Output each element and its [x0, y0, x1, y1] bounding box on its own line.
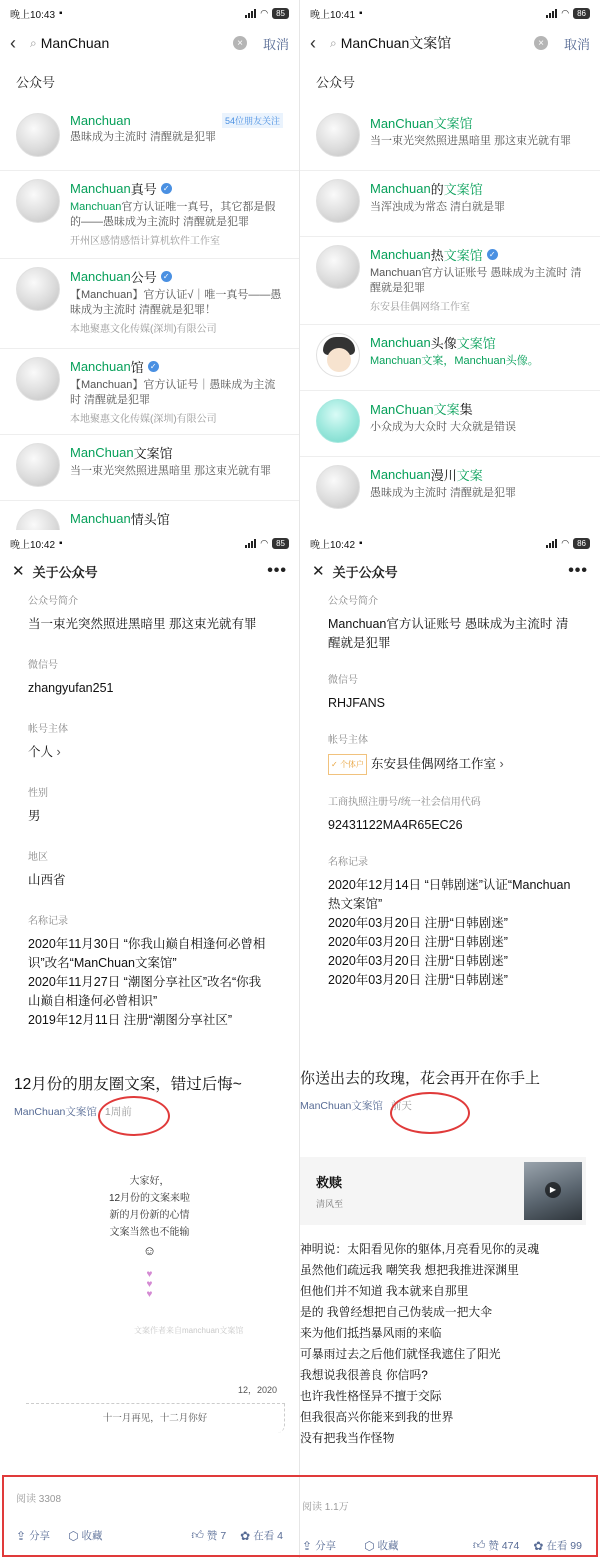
status-time: 晚上10:41 — [310, 9, 356, 21]
watching-button[interactable]: ✿ 在看 99 — [533, 1538, 582, 1553]
collect-button[interactable]: ⬡ 收藏 — [68, 1528, 103, 1543]
name-record: 2020年03月20日 注册“日韩剧迷” — [328, 916, 508, 930]
account-result[interactable] — [300, 105, 600, 171]
search-panel-left — [0, 0, 300, 530]
page-title: 关于公众号 — [332, 564, 398, 580]
share-icon: ⇪ — [16, 1528, 27, 1543]
intro-value: Manchuan官方认证账号 愚昧成为主流时 清醒就是犯罪 — [328, 617, 569, 650]
avatar — [316, 245, 360, 289]
account-org: 东安县佳偶网络工作室 — [370, 302, 470, 313]
account-result[interactable] — [300, 171, 600, 237]
poem-line: 但他们并不知道 我本就来自那里 — [300, 1284, 469, 1298]
chevron-right-icon: › — [499, 756, 504, 771]
music-title: 救赎 — [316, 1175, 343, 1190]
watching-button[interactable]: ✿ 在看 4 — [240, 1528, 283, 1543]
collect-button[interactable]: ⬡ 收藏 — [364, 1538, 399, 1553]
about-header — [0, 556, 299, 586]
account-name-highlight: Manchuan — [70, 511, 131, 526]
watching-icon: ✿ — [533, 1538, 544, 1553]
more-icon[interactable]: ••• — [568, 562, 588, 579]
avatar — [316, 179, 360, 223]
poem-line: 来为他们抵挡暴风雨的来临 — [300, 1326, 442, 1340]
highlight-box — [2, 1475, 598, 1557]
signal-icon — [245, 539, 256, 548]
account-org: 本地聚惠文化传媒(深圳)有限公司 — [70, 414, 217, 425]
cancel-button[interactable]: 取消 — [262, 36, 289, 52]
account-name-highlight: ManChuan文案馆 — [370, 116, 473, 131]
poem-line: 但我很高兴你能来到我的世界 — [300, 1410, 454, 1424]
account-desc: Manchuan官方认证账号 愚昧成为主流时 清醒就是犯罪 — [370, 267, 582, 294]
signal-icon — [245, 9, 256, 18]
owner-label: 帐号主体 — [28, 724, 68, 735]
wifi-icon: ◠ — [561, 537, 570, 548]
search-icon: ⌕ — [330, 35, 337, 50]
status-bar — [0, 0, 299, 26]
name-record: 2020年11月30日 “你我山巅自相逢何必曾相 — [28, 937, 266, 951]
account-desc: 愚昧成为主流时 清醒就是犯罪 — [370, 487, 517, 499]
verified-icon: ✓ — [161, 183, 172, 194]
avatar — [316, 465, 360, 509]
name-record: 山巅自相逢何必曾相识” — [28, 994, 158, 1008]
account-result[interactable] — [300, 325, 600, 391]
account-name-highlight: 文案馆 — [456, 336, 496, 351]
name-record: 2019年12月11日 注册“潮图分享社区” — [28, 1013, 232, 1027]
poster-date: 12，2020 — [237, 1385, 277, 1395]
account-desc: 【Manchuan】官方认证号｜愚昧成为主流时 清醒就是犯罪 — [70, 379, 276, 406]
avatar — [316, 113, 360, 157]
account-name-highlight: Manchuan — [370, 335, 431, 350]
name-record: 2020年12月14日 “日韩剧迷”认证“Manchuan — [328, 878, 571, 892]
article-account-link[interactable]: ManChuan文案馆 — [14, 1106, 97, 1118]
thumbs-up-icon: 👍︎ — [472, 1538, 486, 1552]
avatar — [16, 113, 60, 157]
region-label: 地区 — [28, 852, 48, 863]
message-icon: ▪ — [59, 7, 63, 19]
wechat-value: RHJFANS — [328, 696, 385, 710]
avatar — [16, 357, 60, 401]
watermark: 文案作者来自manchuan文案馆 — [134, 1326, 244, 1335]
account-name-rest: 集 — [459, 402, 473, 417]
page-title: 关于公众号 — [32, 564, 98, 580]
status-bar — [300, 0, 600, 26]
account-result[interactable] — [0, 105, 299, 171]
thumbs-up-icon: 👍︎ — [191, 1528, 204, 1542]
account-desc: 小众成为大众时 大众就是错误 — [370, 421, 517, 433]
account-desc-highlight: Manchuan — [70, 201, 122, 213]
search-input[interactable] — [330, 33, 528, 53]
search-input[interactable] — [30, 35, 227, 51]
watching-icon: ✿ — [240, 1528, 251, 1543]
account-result[interactable] — [0, 171, 299, 259]
account-desc: 愚昧成为主流时 清醒就是犯罪 — [70, 131, 217, 143]
collect-icon: ⬡ — [68, 1528, 79, 1543]
article-title: 12月份的朋友圈文案，错过后悔~ — [14, 1076, 242, 1093]
account-name: Manchuan — [70, 113, 131, 128]
search-bar — [300, 26, 600, 60]
account-result[interactable] — [300, 237, 600, 325]
highlight-circle — [98, 1096, 170, 1136]
poster-line: 新的月份新的心情 — [109, 1210, 190, 1221]
account-name-highlight: 文案馆 — [443, 248, 483, 263]
status-time: 晚上10:42 — [310, 539, 356, 551]
account-name-rest: 情头馆 — [130, 512, 170, 527]
about-panel-right — [300, 530, 600, 1060]
verified-icon: ✓ — [161, 271, 172, 282]
avatar — [316, 333, 360, 377]
owner-value: 个人 — [28, 745, 54, 759]
section-title: 公众号 — [16, 75, 56, 90]
account-name-rest: 漫川 — [430, 468, 457, 483]
more-icon[interactable]: ••• — [267, 562, 287, 579]
account-name-highlight: Manchuan — [370, 181, 431, 196]
collect-icon: ⬡ — [364, 1538, 375, 1553]
avatar — [16, 267, 60, 311]
wifi-icon: ◠ — [260, 537, 269, 548]
account-name-highlight: 文案 — [456, 468, 483, 483]
read-count: 阅读 3308 — [16, 1494, 62, 1505]
highlight-circle — [390, 1092, 470, 1134]
friends-badge: 54位朋友关注 — [222, 113, 283, 128]
message-icon: ▪ — [359, 7, 363, 19]
account-name-highlight: Manchuan — [70, 359, 131, 374]
license-value: 92431122MA4R65EC26 — [328, 818, 463, 832]
poem-line: 神明说：太阳看见你的躯体,月亮看见你的灵魂 — [300, 1242, 540, 1256]
account-desc: 当浑浊成为常态 清白就是罪 — [370, 201, 506, 213]
status-time: 晚上10:42 — [10, 539, 56, 551]
name-record: 热文案馆” — [328, 897, 383, 911]
account-result[interactable] — [0, 259, 299, 349]
clear-icon[interactable]: × — [534, 36, 548, 50]
battery-icon: 86 — [573, 8, 590, 19]
wifi-icon: ◠ — [561, 7, 570, 18]
intro-label: 公众号简介 — [328, 596, 378, 607]
avatar — [316, 399, 360, 443]
article-poster — [14, 1155, 285, 1455]
poem-line: 没有把我当作怪物 — [300, 1431, 395, 1445]
about-panel-left — [0, 530, 300, 1060]
like-button[interactable]: 👍︎ 赞 474 — [472, 1538, 520, 1552]
gender-value: 男 — [28, 809, 41, 823]
owner-label: 帐号主体 — [328, 735, 368, 746]
account-name-rest: 的 — [430, 182, 444, 197]
about-header — [300, 556, 600, 586]
chevron-right-icon: › — [56, 745, 61, 759]
account-desc: 【Manchuan】官方认证√｜唯一真号——愚昧成为主流时 清醒就是犯罪！ — [70, 289, 282, 316]
message-icon: ▪ — [59, 537, 63, 549]
status-bar — [0, 530, 299, 556]
search-bar — [0, 26, 299, 60]
account-desc: 当一束光突然照进黑暗里 那这束光就有罪 — [70, 465, 272, 477]
article-time: 前天 — [390, 1100, 412, 1112]
account-result[interactable] — [0, 349, 299, 435]
intro-value: 当一束光突然照进黑暗里 那这束光就有罪 — [28, 617, 257, 631]
account-name-rest: 真号 — [130, 182, 157, 197]
article-account-link[interactable]: ManChuan文案馆 — [300, 1100, 383, 1112]
account-name-highlight: Manchuan — [370, 247, 431, 262]
account-result[interactable] — [0, 435, 299, 501]
owner-value: 东安县佳偶网络工作室 — [370, 756, 496, 771]
account-desc: Manchuan文案，Manchuan头像。 — [370, 355, 539, 367]
status-bar — [300, 530, 600, 556]
section-title: 公众号 — [316, 75, 356, 90]
hearts-icon: ♥ ♥ ♥ — [146, 1269, 153, 1300]
music-cover-play-icon[interactable] — [524, 1162, 582, 1220]
account-name-rest: 馆 — [130, 360, 144, 375]
names-label: 名称记录 — [28, 916, 68, 927]
signal-icon — [546, 539, 557, 548]
account-desc: 官方认证唯一真号，其它都是假的——愚昧成为主流时 清醒就是犯罪 — [70, 201, 276, 228]
battery-icon: 86 — [573, 538, 590, 549]
message-icon: ▪ — [359, 537, 363, 549]
license-label: 工商执照注册号/统一社会信用代码 — [328, 797, 481, 808]
account-result[interactable] — [300, 457, 600, 517]
name-record: 识”改名“ManChuan文案馆” — [28, 956, 177, 970]
music-card[interactable] — [300, 1157, 586, 1225]
poem-line: 是的 我曾经想把自己伪装成一把大伞 — [300, 1305, 493, 1319]
account-name-rest: 公号 — [130, 270, 157, 285]
account-name-rest: 热 — [430, 248, 444, 263]
verified-icon: ✓ — [148, 361, 159, 372]
avatar — [16, 179, 60, 223]
account-desc: 当一束光突然照进黑暗里 那这束光就有罪 — [370, 135, 572, 147]
poem-line: 我想说我很善良 你信吗? — [300, 1368, 428, 1382]
poem-line: 可暴雨过去之后他们就怪我遮住了阳光 — [300, 1347, 501, 1361]
individual-tag: ✓ 个体户 — [328, 754, 367, 775]
account-name-rest: 头像 — [430, 336, 457, 351]
account-org: 本地聚惠文化传媒(深圳)有限公司 — [70, 324, 217, 335]
avatar — [16, 443, 60, 487]
poster-line: 12月份的文案来啦 — [108, 1193, 191, 1204]
search-icon: ⌕ — [30, 35, 37, 50]
owner-link[interactable] — [328, 754, 580, 775]
search-query: ManChuan — [40, 35, 110, 51]
owner-link[interactable] — [28, 743, 271, 762]
account-name-highlight: ManChuan — [70, 445, 134, 460]
gender-label: 性别 — [28, 788, 48, 799]
poster-card: 十一月再见，十二月你好 — [26, 1403, 285, 1433]
poster-line: 大家好， — [129, 1176, 170, 1187]
account-name-highlight: Manchuan — [70, 181, 131, 196]
back-icon[interactable]: ‹ — [310, 32, 316, 53]
battery-icon: 85 — [272, 8, 289, 19]
smile-emoji-icon: ☺ — [142, 1243, 157, 1258]
search-query: ManChuan文案馆 — [340, 35, 452, 51]
signal-icon — [546, 9, 557, 18]
share-button[interactable]: ⇪ 分享 — [302, 1538, 337, 1553]
names-list — [28, 935, 271, 1030]
status-time: 晚上10:43 — [10, 9, 56, 21]
wechat-value: zhangyufan251 — [28, 681, 114, 695]
share-icon: ⇪ — [302, 1538, 313, 1553]
back-icon[interactable]: ‹ — [10, 32, 16, 53]
account-name-rest: 文案馆 — [133, 446, 173, 461]
avatar — [16, 509, 60, 530]
name-record: 2020年03月20日 注册“日韩剧迷” — [328, 954, 508, 968]
name-record: 2020年03月20日 注册“日韩剧迷” — [328, 935, 508, 949]
intro-label: 公众号简介 — [28, 596, 78, 607]
close-icon[interactable]: ✕ — [312, 563, 325, 580]
clear-icon[interactable]: × — [233, 36, 247, 50]
like-button[interactable]: 👍︎ 赞 7 — [191, 1528, 227, 1542]
poster-line: 文案当然也不能输 — [109, 1227, 190, 1238]
article-title: 你送出去的玫瑰，花会再开在你手上 — [300, 1070, 541, 1087]
names-label: 名称记录 — [328, 857, 368, 868]
account-name-highlight: 文案馆 — [443, 182, 483, 197]
account-name-highlight: Manchuan — [370, 467, 431, 482]
wifi-icon: ◠ — [260, 7, 269, 18]
music-artist: 清风至 — [316, 1199, 344, 1209]
read-count: 阅读 1.1万 — [302, 1502, 349, 1513]
account-name-highlight: ManChuan文案 — [370, 402, 460, 417]
poem-line: 也许我性格怪异不擅于交际 — [300, 1389, 442, 1403]
account-name-highlight: Manchuan — [70, 269, 131, 284]
share-button[interactable]: ⇪ 分享 — [16, 1528, 51, 1543]
search-panel-right — [300, 0, 600, 530]
name-record: 2020年11月27日 “潮图分享社区”改名“你我 — [28, 975, 262, 989]
account-result[interactable] — [0, 501, 299, 530]
names-list — [328, 876, 580, 990]
region-value: 山西省 — [28, 873, 66, 887]
wechat-label: 微信号 — [328, 675, 358, 686]
close-icon[interactable]: ✕ — [12, 563, 25, 580]
account-org: 开州区感情感悟计算机软件工作室 — [70, 236, 220, 247]
account-result[interactable] — [300, 391, 600, 457]
article-time: 1周前 — [104, 1106, 132, 1118]
cancel-button[interactable]: 取消 — [563, 36, 590, 52]
article-body — [300, 1225, 600, 1449]
name-record: 2020年03月20日 注册“日韩剧迷” — [328, 973, 508, 987]
poem-line: 虽然他们疏远我 嘲笑我 想把我推进深渊里 — [300, 1263, 519, 1277]
wechat-label: 微信号 — [28, 660, 58, 671]
battery-icon: 85 — [272, 538, 289, 549]
verified-icon: ✓ — [487, 249, 498, 260]
